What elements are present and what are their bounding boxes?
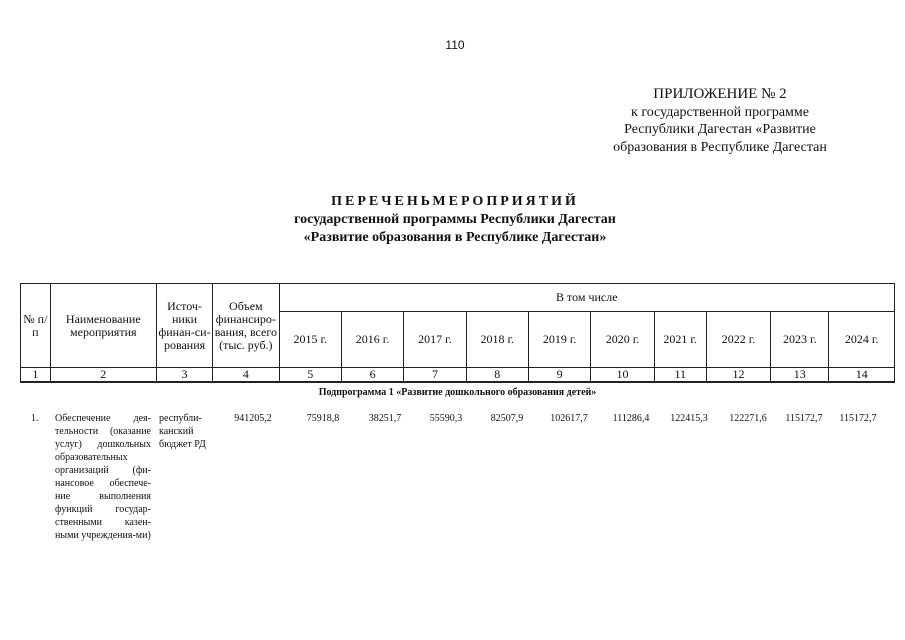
header-year: 2016 г. [341,312,403,368]
header-name: Наименование мероприятия [50,284,156,368]
column-number: 14 [829,368,895,383]
header-year: 2017 г. [404,312,466,368]
column-number: 9 [528,368,590,383]
column-number: 3 [156,368,212,383]
row-value: 38251,7 [368,413,402,424]
appendix-title: ПРИЛОЖЕНИЕ № 2 [653,86,787,102]
header-source: Источ-ники финан-си-рования [156,284,212,368]
appendix-line-3: образования в Республике Дагестан [613,139,827,155]
row-total: 941205,2 [234,413,272,424]
row-value: 111286,4 [612,413,650,424]
header-year: 2018 г. [466,312,528,368]
row-num: 1. [31,413,39,424]
row-value: 102617,7 [550,413,588,424]
title-line-1: ПЕРЕЧЕНЬМЕРОПРИЯТИЙ [331,194,579,209]
row-name: Обеспечение дея-тельности (оказание услуг) дошкольных образовательных организаций (фи-нансовое обеспече-ние выполнения функций государ-ственными казен-ными учреждения-ми) [55,413,151,541]
column-number: 10 [591,368,654,383]
column-number: 2 [50,368,156,383]
column-number: 5 [279,368,341,383]
row-value: 115172,7 [839,413,877,424]
header-year: 2020 г. [591,312,654,368]
title-line-2: государственной программы Республики Дагестан [294,212,616,227]
column-number: 6 [341,368,403,383]
activities-table [20,283,895,383]
header-num: № п/п [21,284,51,368]
page-number: 110 [445,38,465,52]
subprogram-heading: Подпрограмма 1 «Развитие дошкольного образования детей» [318,387,597,398]
header-year: 2023 г. [771,312,829,368]
row-value: 122271,6 [729,413,767,424]
appendix-line-2: Республики Дагестан «Развитие [624,122,816,137]
header-year: 2021 г. [654,312,706,368]
row-value: 82507,9 [490,413,524,424]
header-year: 2022 г. [706,312,770,368]
column-number: 7 [404,368,466,383]
header-including: В том числе [279,284,894,312]
header-total: Объем финансиро-вания, всего (тыс. руб.) [213,284,279,368]
row-value: 55590,3 [429,413,463,424]
row-value: 115172,7 [785,413,823,424]
column-number: 8 [466,368,528,383]
appendix-block [600,86,840,156]
document-title [230,193,680,247]
column-number: 11 [654,368,706,383]
header-year: 2015 г. [279,312,341,368]
column-number: 4 [213,368,279,383]
row-source: республи-канский бюджет РД [159,413,206,450]
header-year: 2024 г. [829,312,895,368]
row-value: 122415,3 [670,413,708,424]
appendix-line-1: к государственной программе [631,104,809,120]
column-number: 12 [706,368,770,383]
column-number: 1 [21,368,51,383]
row-value: 75918,8 [306,413,340,424]
column-number: 13 [771,368,829,383]
title-line-3: «Развитие образования в Республике Дагестан» [303,230,607,245]
header-year: 2019 г. [528,312,590,368]
